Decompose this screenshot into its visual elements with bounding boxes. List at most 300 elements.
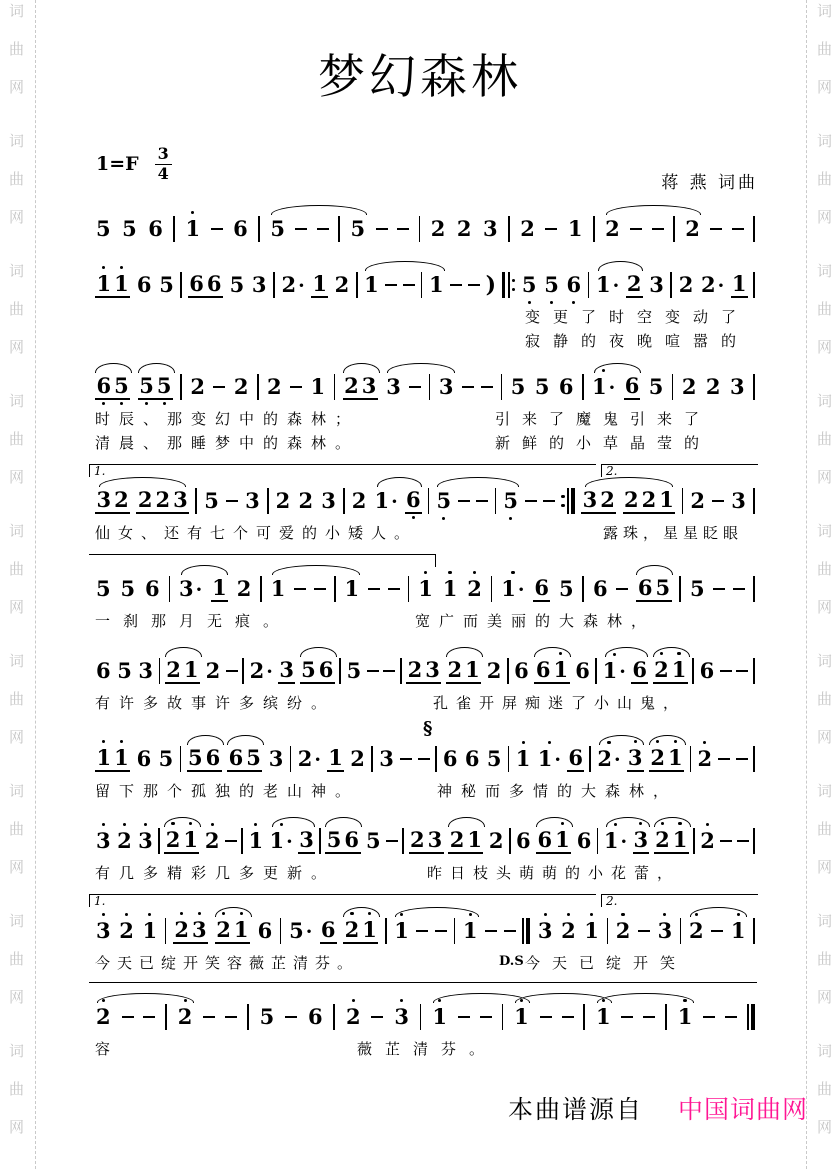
note: 1 xyxy=(247,829,264,853)
duration-dash xyxy=(630,228,642,230)
note: 2 xyxy=(615,919,632,943)
watermark-character: 曲 xyxy=(817,300,833,318)
note: 2 xyxy=(705,374,721,399)
barline xyxy=(334,576,336,602)
composer-credit: 蒋 燕 词曲 xyxy=(661,173,758,193)
note: 5 xyxy=(96,216,111,241)
slur-tie-arc xyxy=(594,363,642,373)
note: 1 xyxy=(667,746,685,772)
score-line xyxy=(95,982,755,1062)
volta-continuation-line xyxy=(89,982,757,995)
volta-label: 2. xyxy=(606,464,618,478)
beamed-group xyxy=(300,658,335,684)
note: 2 xyxy=(449,827,465,852)
note: 5 xyxy=(120,576,136,601)
watermark-character: 网 xyxy=(9,1118,25,1136)
watermark-character: 词 xyxy=(817,912,833,930)
low-octave-dot xyxy=(509,517,512,520)
note: 1 xyxy=(417,577,434,601)
beamed-group xyxy=(534,658,569,684)
watermark-character: 曲 xyxy=(817,40,833,58)
duration-dash xyxy=(295,228,307,230)
slur-tie-arc xyxy=(387,363,456,373)
barline xyxy=(679,576,681,602)
note: 6 xyxy=(405,488,422,514)
note: 3 xyxy=(386,374,401,399)
note: 6 xyxy=(592,576,608,601)
barline xyxy=(692,658,694,684)
barline xyxy=(260,576,262,602)
note: 5 xyxy=(521,273,538,297)
watermark-character: 曲 xyxy=(9,950,25,968)
note: 2 xyxy=(456,216,472,241)
low-octave-dot xyxy=(145,402,148,405)
beamed-group xyxy=(188,272,223,298)
low-octave-dot xyxy=(550,301,553,304)
note: 5 xyxy=(534,374,550,399)
volta-bracket xyxy=(601,894,758,907)
slur-tie-arc xyxy=(606,817,651,827)
duration-dash xyxy=(213,386,225,388)
slur-tie-arc xyxy=(649,735,686,745)
note: 2 xyxy=(678,272,694,297)
barline xyxy=(753,488,755,514)
note: 2 xyxy=(114,487,129,512)
duration-dash xyxy=(314,588,326,590)
score-lines xyxy=(95,202,755,1062)
note: 2 xyxy=(215,918,233,944)
duration-dash xyxy=(450,284,462,286)
barline xyxy=(672,374,674,400)
high-octave-dot xyxy=(706,823,709,826)
note: 5 xyxy=(117,658,132,683)
beamed-group xyxy=(95,374,130,400)
duration-dash xyxy=(712,500,724,502)
lyric-segment: 新鲜的小草晶莹的 xyxy=(495,434,712,452)
lyrics-row xyxy=(95,408,755,432)
lyric-segment: 薇芷清芬。 xyxy=(357,1040,498,1058)
lyric-segment: 清晨、那睡梦中的森林。 xyxy=(95,434,360,452)
note: 1 xyxy=(730,919,747,943)
note: 5 xyxy=(204,488,219,513)
note: 2 xyxy=(137,487,153,512)
beamed-group xyxy=(406,658,441,684)
barline xyxy=(607,918,609,944)
high-octave-dot xyxy=(120,740,123,743)
note: 2 xyxy=(685,216,700,241)
beamed-group xyxy=(165,658,200,684)
note: 1 · xyxy=(500,577,525,602)
duration-dash xyxy=(737,840,749,842)
volta-label: 1. xyxy=(94,464,106,478)
note: 1 · xyxy=(374,487,398,513)
duration-dash xyxy=(540,1016,552,1018)
lyrics-row xyxy=(95,432,755,456)
slur-tie-arc xyxy=(272,817,316,827)
slur-tie-arc xyxy=(164,817,201,827)
note: 1 xyxy=(670,658,688,684)
duration-dash xyxy=(397,228,409,230)
barline xyxy=(339,658,341,684)
note: 5 xyxy=(350,216,366,241)
beamed-group xyxy=(325,828,360,854)
slur-tie-arc xyxy=(690,907,748,917)
slur-tie-arc xyxy=(654,817,691,827)
note: 6 xyxy=(442,746,458,771)
duration-dash xyxy=(468,284,480,286)
watermark-character: 词 xyxy=(9,262,25,280)
note: 2 xyxy=(430,216,446,241)
barline xyxy=(753,272,755,298)
volta-bracket xyxy=(601,464,758,477)
beamed-group xyxy=(446,658,481,684)
duration-dash xyxy=(713,588,725,590)
beamed-group xyxy=(623,488,676,514)
duration-dash xyxy=(317,228,329,230)
barline xyxy=(419,216,421,242)
high-octave-dot xyxy=(148,913,151,916)
duration-dash xyxy=(458,500,470,502)
notes-row xyxy=(95,820,755,862)
watermark-character: 曲 xyxy=(817,170,833,188)
duration-dash xyxy=(367,670,379,672)
note: 2 xyxy=(681,374,697,399)
score-line xyxy=(95,642,755,716)
note: 5 xyxy=(158,746,174,771)
lyrics-row xyxy=(95,330,755,354)
high-octave-dot xyxy=(663,913,666,916)
note: 5 xyxy=(246,745,261,770)
watermark-character: 网 xyxy=(817,1118,833,1136)
beamed-group xyxy=(636,576,671,602)
watermark-character: 词 xyxy=(817,132,833,150)
note: 3 xyxy=(299,827,314,852)
barline xyxy=(665,1004,667,1030)
note: 1 xyxy=(462,919,479,943)
duration-dash xyxy=(376,228,388,230)
note: 1 xyxy=(361,918,379,944)
note: 3 xyxy=(138,658,154,683)
duration-dash xyxy=(736,758,748,760)
note: 3 xyxy=(321,488,336,513)
barline xyxy=(502,1004,504,1030)
final-barline xyxy=(747,1004,755,1030)
beamed-group xyxy=(164,828,199,854)
lyrics-row xyxy=(95,522,755,546)
note: 1 xyxy=(95,272,113,298)
barline xyxy=(588,272,590,298)
barline xyxy=(165,1004,167,1030)
note: 6 xyxy=(515,828,531,853)
footer-brand-link[interactable]: 中国词曲网 xyxy=(678,1095,809,1124)
beamed-group xyxy=(95,272,130,298)
note: 6 xyxy=(537,827,553,852)
watermark-character: 网 xyxy=(9,208,25,226)
watermark-character: 网 xyxy=(817,208,833,226)
barline xyxy=(180,746,182,772)
note: 1 xyxy=(595,1005,612,1029)
duration-dash xyxy=(409,386,421,388)
duration-dash xyxy=(385,284,397,286)
high-octave-dot xyxy=(211,823,214,826)
duration-dash xyxy=(211,228,223,230)
note: 6 xyxy=(257,918,273,943)
watermark-character: 网 xyxy=(817,338,833,356)
duration-dash xyxy=(733,588,745,590)
slur-tie-arc xyxy=(365,261,446,271)
score-line xyxy=(95,894,755,976)
volta-bracket xyxy=(89,894,596,907)
lyric-segment: 留下那个孤独的老山神。 xyxy=(95,782,360,800)
lyric-segment: 容 xyxy=(95,1040,111,1058)
note: 3 xyxy=(95,919,112,943)
note: 1 xyxy=(113,746,131,772)
barline xyxy=(491,576,493,602)
score-line xyxy=(95,718,755,804)
low-octave-dot xyxy=(412,516,415,519)
note: 3 xyxy=(137,829,154,853)
notes-row xyxy=(95,264,755,306)
lyrics-row xyxy=(95,692,755,716)
note: 1 xyxy=(393,919,410,943)
note: 6 xyxy=(344,827,360,852)
watermark-character: 曲 xyxy=(9,820,25,838)
watermark-character: 词 xyxy=(817,522,833,540)
barline xyxy=(420,1004,422,1030)
slur-tie-arc xyxy=(215,907,252,917)
note: 6 xyxy=(568,745,583,770)
note: 1 xyxy=(364,272,379,297)
dal-segno-label: D.S xyxy=(499,954,524,969)
slur-tie-arc xyxy=(343,363,380,373)
note: 3 xyxy=(582,487,598,512)
slur-tie-arc xyxy=(187,735,224,745)
lyric-segment: 一刹那月无痕。 xyxy=(95,612,292,630)
duration-dash xyxy=(652,228,664,230)
watermark-character: 网 xyxy=(9,858,25,876)
note: 3 xyxy=(649,272,664,297)
watermark-character: 曲 xyxy=(9,300,25,318)
duration-dash xyxy=(403,284,415,286)
note: 2 xyxy=(624,487,639,512)
note: 1 xyxy=(312,271,327,296)
barline xyxy=(753,918,755,944)
barline xyxy=(693,828,695,854)
watermark-character: 词 xyxy=(9,522,25,540)
note: 6 xyxy=(233,216,248,241)
note: 3 xyxy=(425,657,440,682)
note: 1 · xyxy=(603,829,628,854)
note: 1 xyxy=(212,575,227,600)
note: 5 xyxy=(229,272,245,297)
slur-tie-arc xyxy=(300,647,337,657)
duration-dash xyxy=(562,1016,574,1018)
barline xyxy=(343,488,345,514)
lyric-segment: 有几多精彩几多更新。 xyxy=(95,864,336,882)
beamed-group xyxy=(536,828,571,854)
slur-tie-arc xyxy=(636,565,673,575)
note: 1 xyxy=(184,217,201,241)
note: 3 xyxy=(627,746,644,772)
note: 5 xyxy=(155,374,173,400)
note: 2 xyxy=(166,657,181,682)
note: 6 xyxy=(514,658,529,683)
barline xyxy=(501,374,503,400)
slur-tie-arc xyxy=(271,205,368,215)
watermark-character: 词 xyxy=(817,1042,833,1060)
slur-tie-arc xyxy=(446,647,483,657)
barline xyxy=(495,488,497,514)
note: 6 xyxy=(535,657,551,682)
duration-dash xyxy=(418,758,430,760)
note: 5 xyxy=(689,576,705,601)
duration-dash xyxy=(290,386,302,388)
lyrics-row xyxy=(95,610,755,634)
duration-dash xyxy=(386,840,398,842)
note: 1 xyxy=(583,919,600,943)
note: 1 · xyxy=(596,271,620,297)
high-octave-dot xyxy=(123,823,126,826)
barline xyxy=(753,576,755,602)
duration-dash xyxy=(226,670,238,672)
note: 2 xyxy=(233,374,249,399)
notes-row xyxy=(95,910,755,952)
beamed-group xyxy=(654,828,689,854)
note: 2 xyxy=(351,488,367,513)
note: 1 xyxy=(328,745,343,770)
high-octave-dot xyxy=(198,912,201,915)
note: 1 xyxy=(515,747,532,771)
watermark-left xyxy=(6,0,32,1169)
note: 5 xyxy=(96,576,111,601)
duration-dash xyxy=(285,1016,297,1018)
volta-label: 1. xyxy=(94,894,106,908)
slur-tie-arc xyxy=(598,261,644,271)
watermark-character: 曲 xyxy=(817,820,833,838)
note: 2 xyxy=(605,216,620,241)
watermark-character: 词 xyxy=(9,1042,25,1060)
watermark-character: 曲 xyxy=(9,690,25,708)
note: 2 xyxy=(600,487,615,512)
barline xyxy=(429,374,431,400)
barline xyxy=(454,918,456,944)
note: 2 xyxy=(488,828,504,853)
barline xyxy=(290,746,292,772)
note: 6 xyxy=(95,374,113,400)
note: 5 xyxy=(435,489,452,513)
duration-dash xyxy=(203,1016,215,1018)
note: 3 xyxy=(95,829,112,853)
watermark-character: 网 xyxy=(817,468,833,486)
high-octave-dot xyxy=(703,741,706,744)
note: 5 xyxy=(113,374,131,400)
high-octave-dot xyxy=(544,913,547,916)
note: 1 xyxy=(310,374,326,399)
score-line xyxy=(95,260,755,354)
watermark-character: 词 xyxy=(817,2,833,20)
note: 2 · xyxy=(249,657,273,683)
note: 1 xyxy=(731,271,747,296)
duration-dash xyxy=(638,930,650,932)
beamed-group xyxy=(95,746,130,772)
beamed-group xyxy=(138,374,173,400)
note: 6 xyxy=(464,746,480,771)
lyric-segment: 神秘而多情的大森林， xyxy=(437,782,678,800)
note: 6 xyxy=(145,576,160,601)
note: 1 xyxy=(513,1005,530,1029)
note: 3 xyxy=(427,827,443,852)
duration-dash xyxy=(710,228,722,230)
note: 6 xyxy=(136,272,152,297)
high-octave-dot xyxy=(254,823,257,826)
high-octave-dot xyxy=(400,999,403,1002)
high-octave-dot xyxy=(424,571,427,574)
note: 6 xyxy=(96,658,111,683)
note: 2 xyxy=(343,918,361,944)
barline xyxy=(158,828,160,854)
note: 2 xyxy=(350,746,365,771)
note: 2 xyxy=(118,919,135,943)
lyrics-row xyxy=(95,780,755,804)
note: 1 xyxy=(232,918,250,944)
barline xyxy=(753,828,755,854)
note: 3 xyxy=(731,488,746,513)
barline xyxy=(421,272,423,298)
lyrics-row xyxy=(95,952,755,976)
note: 2 xyxy=(520,216,535,241)
note: 6 xyxy=(307,1004,323,1029)
barline xyxy=(682,488,684,514)
watermark-character: 曲 xyxy=(817,560,833,578)
beamed-group xyxy=(649,746,684,772)
duration-dash xyxy=(481,386,493,388)
watermark-character: 网 xyxy=(817,988,833,1006)
watermark-character: 曲 xyxy=(9,560,25,578)
note: 3 xyxy=(537,919,554,943)
note: 1 · xyxy=(602,659,627,684)
duration-dash xyxy=(736,670,748,672)
barline xyxy=(589,746,591,772)
duration-dash xyxy=(294,588,306,590)
barline xyxy=(408,576,410,602)
duration-dash xyxy=(504,930,516,932)
low-octave-dot xyxy=(528,301,531,304)
note: 3 xyxy=(268,746,284,771)
watermark-right xyxy=(814,0,840,1169)
barline xyxy=(258,216,260,242)
note: 1 xyxy=(429,272,444,297)
note: 1 xyxy=(659,487,674,512)
repeat-end xyxy=(561,488,575,514)
note: 3 xyxy=(96,487,112,512)
slur-tie-arc xyxy=(138,363,175,373)
lyric-segment: 寂静的夜晚喧嚣的 xyxy=(525,332,750,350)
note: 5 xyxy=(301,657,316,682)
barline xyxy=(753,746,755,772)
watermark-character: 网 xyxy=(9,988,25,1006)
key-signature: 1=F xyxy=(96,153,139,176)
note: 5 xyxy=(365,828,381,853)
watermark-character: 曲 xyxy=(817,690,833,708)
note: 3 xyxy=(393,1005,410,1029)
barline xyxy=(267,488,269,514)
beamed-group xyxy=(409,828,444,854)
score-line xyxy=(95,202,755,250)
note: 6 xyxy=(699,658,715,683)
note: 3 xyxy=(245,488,260,513)
duration-dash xyxy=(225,840,237,842)
note: 1 xyxy=(671,828,689,854)
